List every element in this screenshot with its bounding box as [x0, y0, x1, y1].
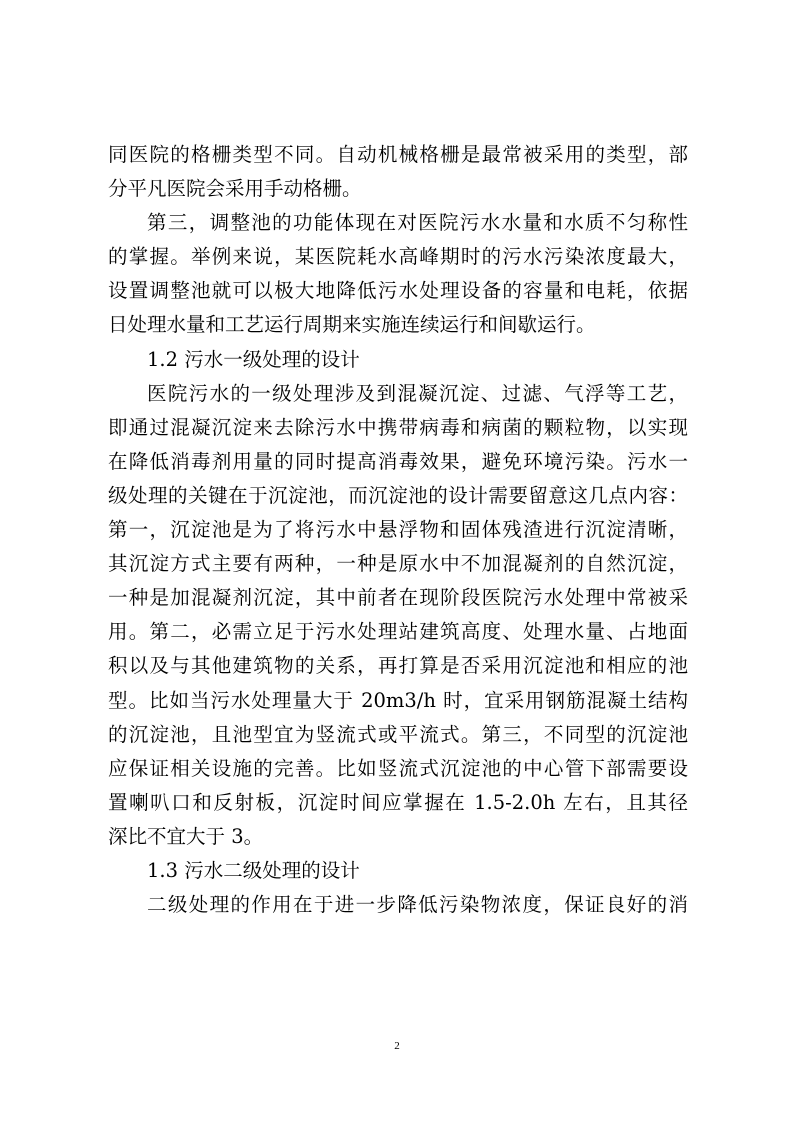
text-line: 即通过混凝沉淀来去除污水中携带病毒和病菌的颗粒物，以实现: [108, 415, 688, 439]
text-line: 日处理水量和工艺运行周期来实施连续运行和间歇运行。: [108, 313, 596, 337]
text-line: 设置调整池就可以极大地降低污水处理设备的容量和电耗，依据: [108, 279, 688, 303]
text-line: 用。第二，必需立足于污水处理站建筑高度、处理水量、占地面: [108, 620, 688, 644]
text-line: 分平凡医院会采用手动格栅。: [108, 177, 362, 201]
text-line: 其沉淀方式主要有两种，一种是原水中不加混凝剂的自然沉淀，: [108, 552, 688, 576]
page-number: 2: [394, 1040, 400, 1052]
text-line: 在降低消毒剂用量的同时提高消毒效果，避免环境污染。污水一: [108, 449, 688, 473]
text-line: 级处理的关键在于沉淀池，而沉淀池的设计需要留意这几点内容：: [108, 483, 688, 507]
text-line: 的掌握。举例来说，某医院耗水高峰期时的污水污染浓度最大，: [108, 245, 688, 269]
body-text: [108, 138, 688, 922]
text-line: 积以及与其他建筑物的关系，再打算是否采用沉淀池和相应的池: [108, 654, 688, 678]
text-line: 同医院的格栅类型不同。自动机械格栅是最常被采用的类型，部: [108, 143, 688, 166]
section-heading: 1.2 污水一级处理的设计: [147, 347, 360, 371]
text-line: 应保证相关设施的完善。比如竖流式沉淀池的中心管下部需要设: [108, 756, 688, 780]
text-line: 第一，沉淀池是为了将污水中悬浮物和固体残渣进行沉淀清晰，: [108, 518, 688, 542]
text-line: 置喇叭口和反射板，沉淀时间应掌握在 1.5-2.0h 左右，且其径: [108, 790, 688, 814]
text-line: 的沉淀池，且池型宜为竖流式或平流式。第三，不同型的沉淀池: [108, 722, 688, 746]
text-line: 医院污水的一级处理涉及到混凝沉淀、过滤、气浮等工艺，: [147, 381, 688, 405]
section-heading: 1.3 污水二级处理的设计: [147, 858, 360, 882]
text-line: 一种是加混凝剂沉淀，其中前者在现阶段医院污水处理中常被采: [108, 586, 688, 610]
text-line: 型。比如当污水处理量大于 20m3/h 时，宜采用钢筋混凝土结构: [108, 688, 688, 712]
text-line: 二级处理的作用在于进一步降低污染物浓度，保证良好的消: [147, 893, 688, 917]
text-line: 第三，调整池的功能体现在对医院污水水量和水质不匀称性: [147, 211, 688, 235]
text-line: 深比不宜大于 3。: [108, 824, 264, 848]
